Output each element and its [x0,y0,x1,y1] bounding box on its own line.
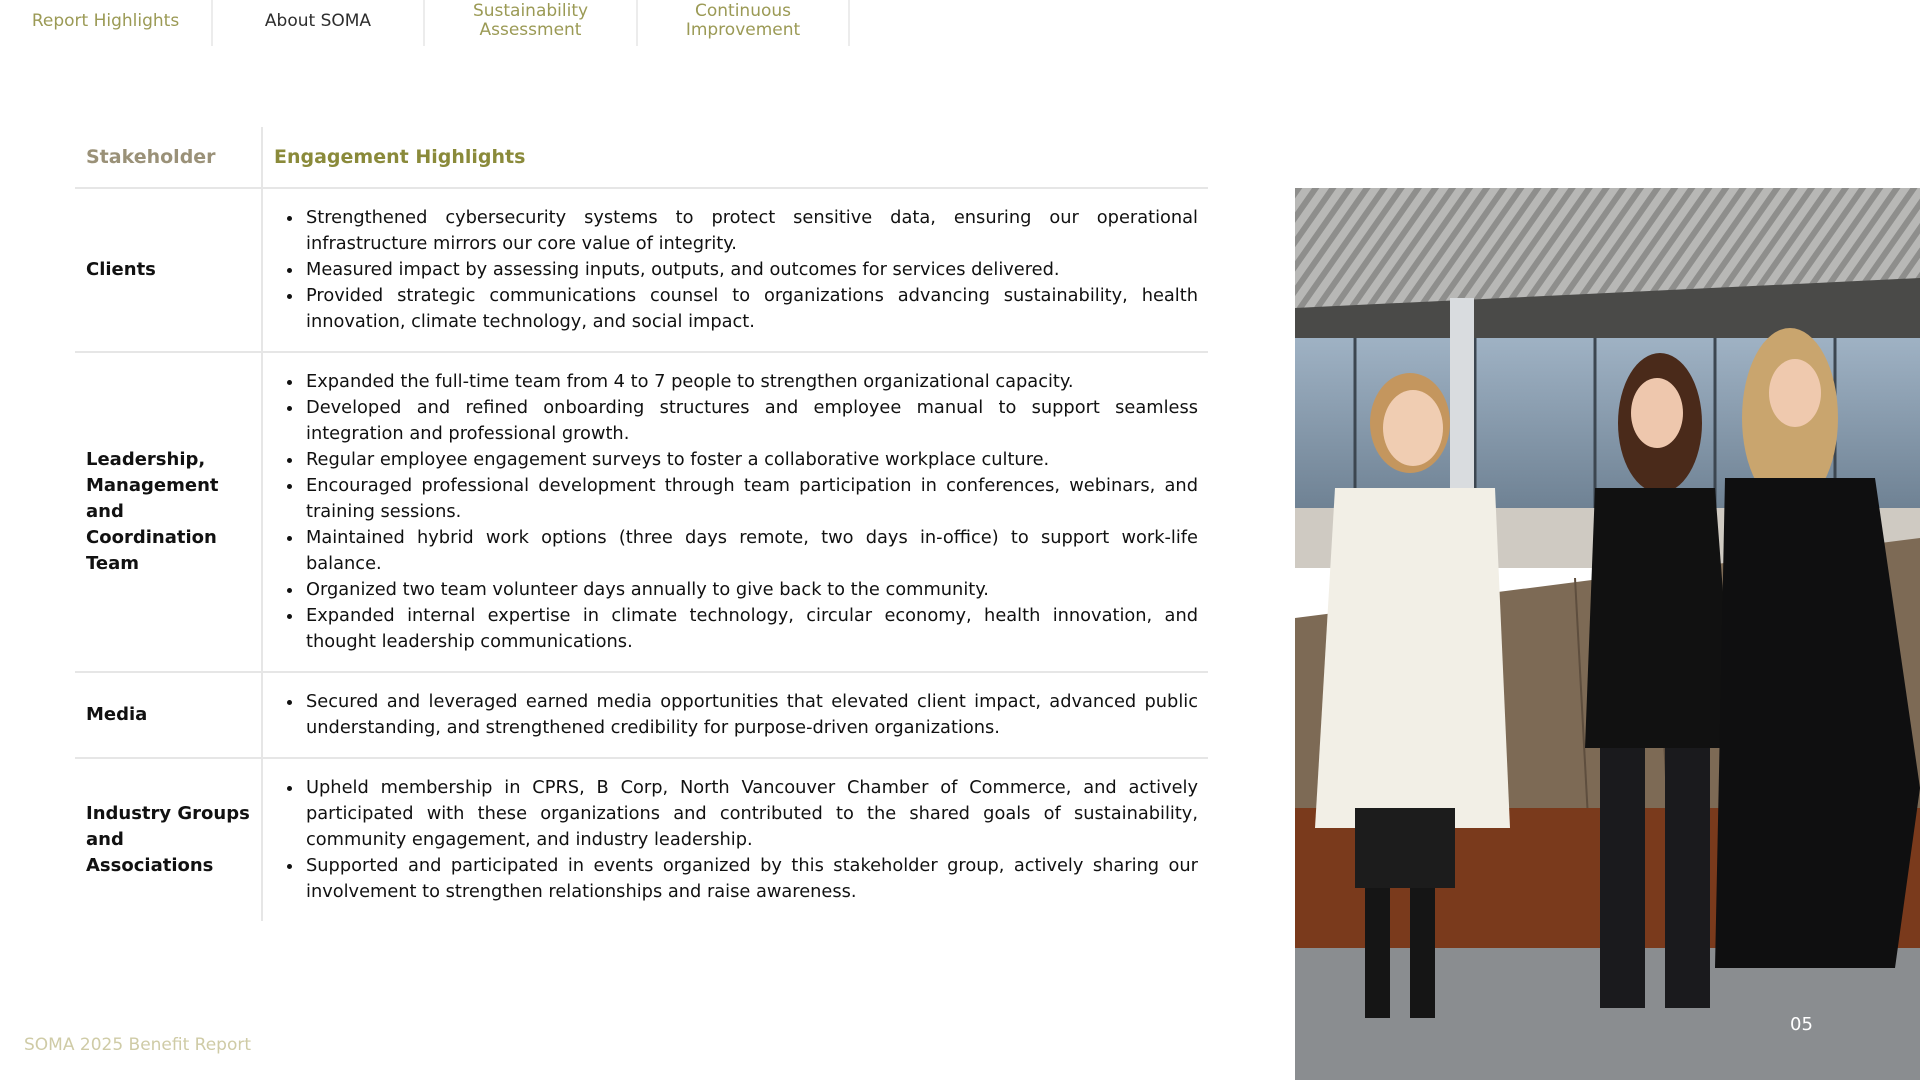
tab-label: Report Highlights [31,10,180,31]
top-navigation [0,0,850,46]
table-row [75,673,1208,759]
stakeholder-name: Media [86,704,148,725]
stakeholder-cell [75,189,263,351]
list-item: • Regular employee engagement surveys to foster a collaborative workplace culture. [304,447,1198,473]
tab-label: Continuous Improvement [685,1,801,40]
tab-about-soma[interactable] [213,0,425,46]
list-item: • Expanded internal expertise in climate technology, circular economy, health innovation, and thought leadership communications. [304,603,1198,655]
list-item: • Strengthened cybersecurity systems to protect sensitive data, ensuring our operational infrastructure mirrors our core value of integrity. [304,205,1198,257]
engagement-header: Engagement Highlights [274,146,526,168]
stakeholder-cell [75,673,263,757]
engagement-cell [263,673,1208,757]
tab-report-highlights[interactable] [0,0,213,46]
table-row [75,759,1208,921]
stakeholder-name: Leadership, Management and Coordination Team [86,449,219,574]
team-photo [1295,188,1920,1080]
highlight-list [274,759,1198,921]
page-number: 05 [1790,1014,1813,1035]
list-item: • Measured impact by assessing inputs, outputs, and outcomes for services delivered. [304,257,1198,283]
stakeholder-table [75,127,1208,921]
list-item: • Supported and participated in events organized by this stakeholder group, actively sharing our involvement to strengthen relationships and raise awareness. [304,853,1198,905]
list-item: • Expanded the full-time team from 4 to 7 people to strengthen organizational capacity. [304,369,1198,395]
list-item: • Developed and refined onboarding structures and employee manual to support seamless integration and professional growth. [304,395,1198,447]
engagement-cell [263,353,1208,671]
footer-report-title: SOMA 2025 Benefit Report [24,1035,252,1055]
stakeholder-name: Clients [86,259,156,280]
highlight-list [274,353,1198,671]
table-header-row [75,127,1208,189]
list-item: • Organized two team volunteer days annually to give back to the community. [304,577,1198,603]
list-item: • Encouraged professional development through team participation in conferences, webinars, and training sessions. [304,473,1198,525]
table-row [75,189,1208,353]
stakeholder-cell [75,759,263,921]
highlight-list [274,673,1198,757]
tab-sustainability-assessment[interactable] [425,0,638,46]
tab-continuous-improvement[interactable] [638,0,850,46]
list-item: • Provided strategic communications counsel to organizations advancing sustainability, health innovation, climate technology, and social impact. [304,283,1198,335]
engagement-cell [263,759,1208,921]
stakeholder-cell [75,353,263,671]
stakeholder-name: Industry Groups and Associations [86,803,250,876]
tab-label: Sustainability Assessment [472,1,589,40]
engagement-cell [263,189,1208,351]
stakeholder-header: Stakeholder [75,127,263,187]
list-item: • Maintained hybrid work options (three days remote, two days in-office) to support work-life balance. [304,525,1198,577]
list-item: • Secured and leveraged earned media opportunities that elevated client impact, advanced public understanding, and strengthened credibility for purpose-driven organizations. [304,689,1198,741]
tab-label: About SOMA [264,10,372,31]
highlight-list [274,189,1198,351]
list-item: • Upheld membership in CPRS, B Corp, North Vancouver Chamber of Commerce, and actively participated with these organizations and contributed to the shared goals of sustainability, community engagement, and industry leadership. [304,775,1198,853]
table-row [75,353,1208,673]
